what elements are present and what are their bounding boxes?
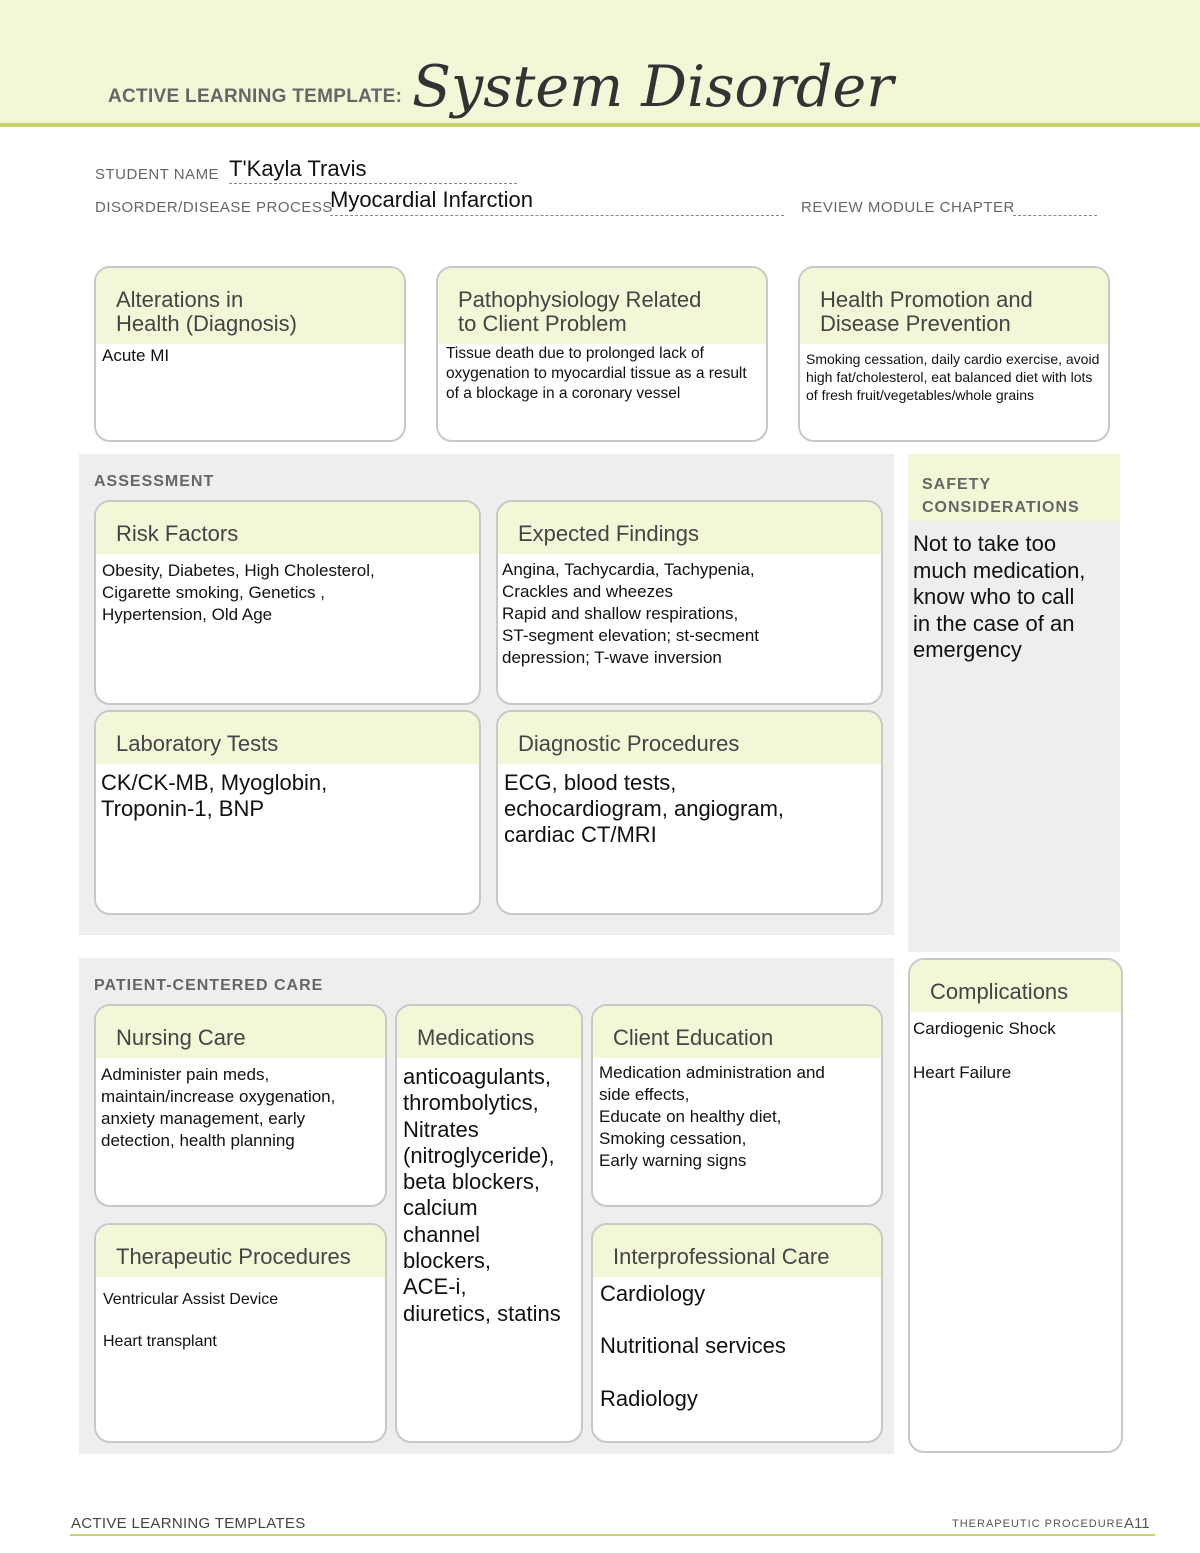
student-name-field[interactable]: T'Kayla Travis: [229, 156, 517, 184]
expected-findings-title: Expected Findings: [498, 502, 881, 554]
diagnostic-procedures-title: Diagnostic Procedures: [498, 712, 881, 764]
risk-factors-title: Risk Factors: [96, 502, 479, 554]
client-education-title: Client Education: [593, 1006, 881, 1058]
interprofessional-care-title: Interprofessional Care: [593, 1225, 881, 1277]
health-promotion-box: [798, 266, 1110, 442]
expected-findings-content[interactable]: Angina, Tachycardia, Tachypenia, Crackles and wheezes Rapid and shallow respirations, ST-segment elevation; st-secment depression; T-wave inversion: [502, 560, 760, 667]
safety-label: SAFETY CONSIDERATIONS: [922, 476, 1080, 516]
nursing-care-box: [94, 1004, 387, 1207]
nursing-care-title: Nursing Care: [96, 1006, 385, 1058]
interprofessional-care-content[interactable]: Cardiology Nutritional services Radiology: [600, 1281, 786, 1411]
review-chapter-field[interactable]: [1013, 199, 1097, 216]
therapeutic-procedures-box: [94, 1223, 387, 1443]
alterations-box: [94, 266, 406, 442]
disorder-field[interactable]: Myocardial Infarction: [330, 187, 784, 216]
complications-box: [908, 958, 1123, 1453]
review-chapter-label: REVIEW MODULE CHAPTER: [801, 199, 1015, 216]
risk-factors-box: [94, 500, 481, 705]
safety-panel: [908, 454, 1120, 952]
safety-content[interactable]: Not to take too much medication, know who to call in the case of an emergency: [913, 531, 1086, 662]
pathophysiology-title: Pathophysiology Related to Client Problem: [438, 268, 766, 344]
disorder-label: DISORDER/DISEASE PROCESS: [95, 199, 333, 216]
header-divider: [0, 123, 1200, 127]
expected-findings-box: [496, 500, 883, 705]
laboratory-tests-title: Laboratory Tests: [96, 712, 479, 764]
patient-care-label: PATIENT-CENTERED CARE: [94, 977, 324, 994]
footer-page-number: A11: [1124, 1515, 1150, 1532]
pathophysiology-content[interactable]: Tissue death due to prolonged lack of oxygenation to myocardial tissue as a result of a blockage in a coronary vessel: [446, 345, 747, 402]
footer-section-label: THERAPEUTIC PROCEDURE: [952, 1518, 1124, 1530]
alterations-title: Alterations in Health (Diagnosis): [96, 268, 404, 344]
complications-content[interactable]: Cardiogenic Shock Heart Failure: [913, 1019, 1056, 1082]
footer-divider: [70, 1534, 1155, 1536]
laboratory-tests-box: [94, 710, 481, 915]
client-education-content[interactable]: Medication administration and side effects, Educate on healthy diet, Smoking cessation, Early warning signs: [599, 1063, 825, 1170]
medications-content[interactable]: anticoagulants, thrombolytics, Nitrates (nitroglyceride), beta blockers, calcium channel blockers, ACE-i, diuretics, statins: [403, 1064, 561, 1326]
assessment-label: ASSESSMENT: [94, 473, 215, 490]
therapeutic-procedures-title: Therapeutic Procedures: [96, 1225, 385, 1277]
medications-box: [395, 1004, 583, 1443]
alterations-content[interactable]: Acute MI: [102, 346, 170, 365]
therapeutic-procedures-content[interactable]: Ventricular Assist Device Heart transplant: [103, 1291, 279, 1350]
footer-left: ACTIVE LEARNING TEMPLATES: [71, 1515, 306, 1532]
complications-title: Complications: [910, 960, 1121, 1012]
health-promotion-content[interactable]: Smoking cessation, daily cardio exercise, avoid high fat/cholesterol, eat balanced diet with lots of fresh fruit/vegetables/whole grains: [806, 351, 1100, 403]
health-promotion-title: Health Promotion and Disease Prevention: [800, 268, 1108, 344]
medications-title: Medications: [397, 1006, 581, 1058]
diagnostic-procedures-box: [496, 710, 883, 915]
nursing-care-content[interactable]: Administer pain meds, maintain/increase oxygenation, anxiety management, early detection, health planning: [101, 1065, 336, 1150]
template-label: ACTIVE LEARNING TEMPLATE:: [108, 86, 403, 107]
interprofessional-care-box: [591, 1223, 883, 1443]
student-name-label: STUDENT NAME: [95, 166, 220, 183]
risk-factors-content[interactable]: Obesity, Diabetes, High Cholesterol, Cigarette smoking, Genetics , Hypertension, Old Age: [102, 561, 375, 624]
diagnostic-procedures-content[interactable]: ECG, blood tests, echocardiogram, angiogram, cardiac CT/MRI: [504, 770, 785, 847]
laboratory-tests-content[interactable]: CK/CK-MB, Myoglobin, Troponin-1, BNP: [101, 770, 328, 821]
template-title: System Disorder: [412, 54, 894, 120]
pathophysiology-box: [436, 266, 768, 442]
client-education-box: [591, 1004, 883, 1207]
